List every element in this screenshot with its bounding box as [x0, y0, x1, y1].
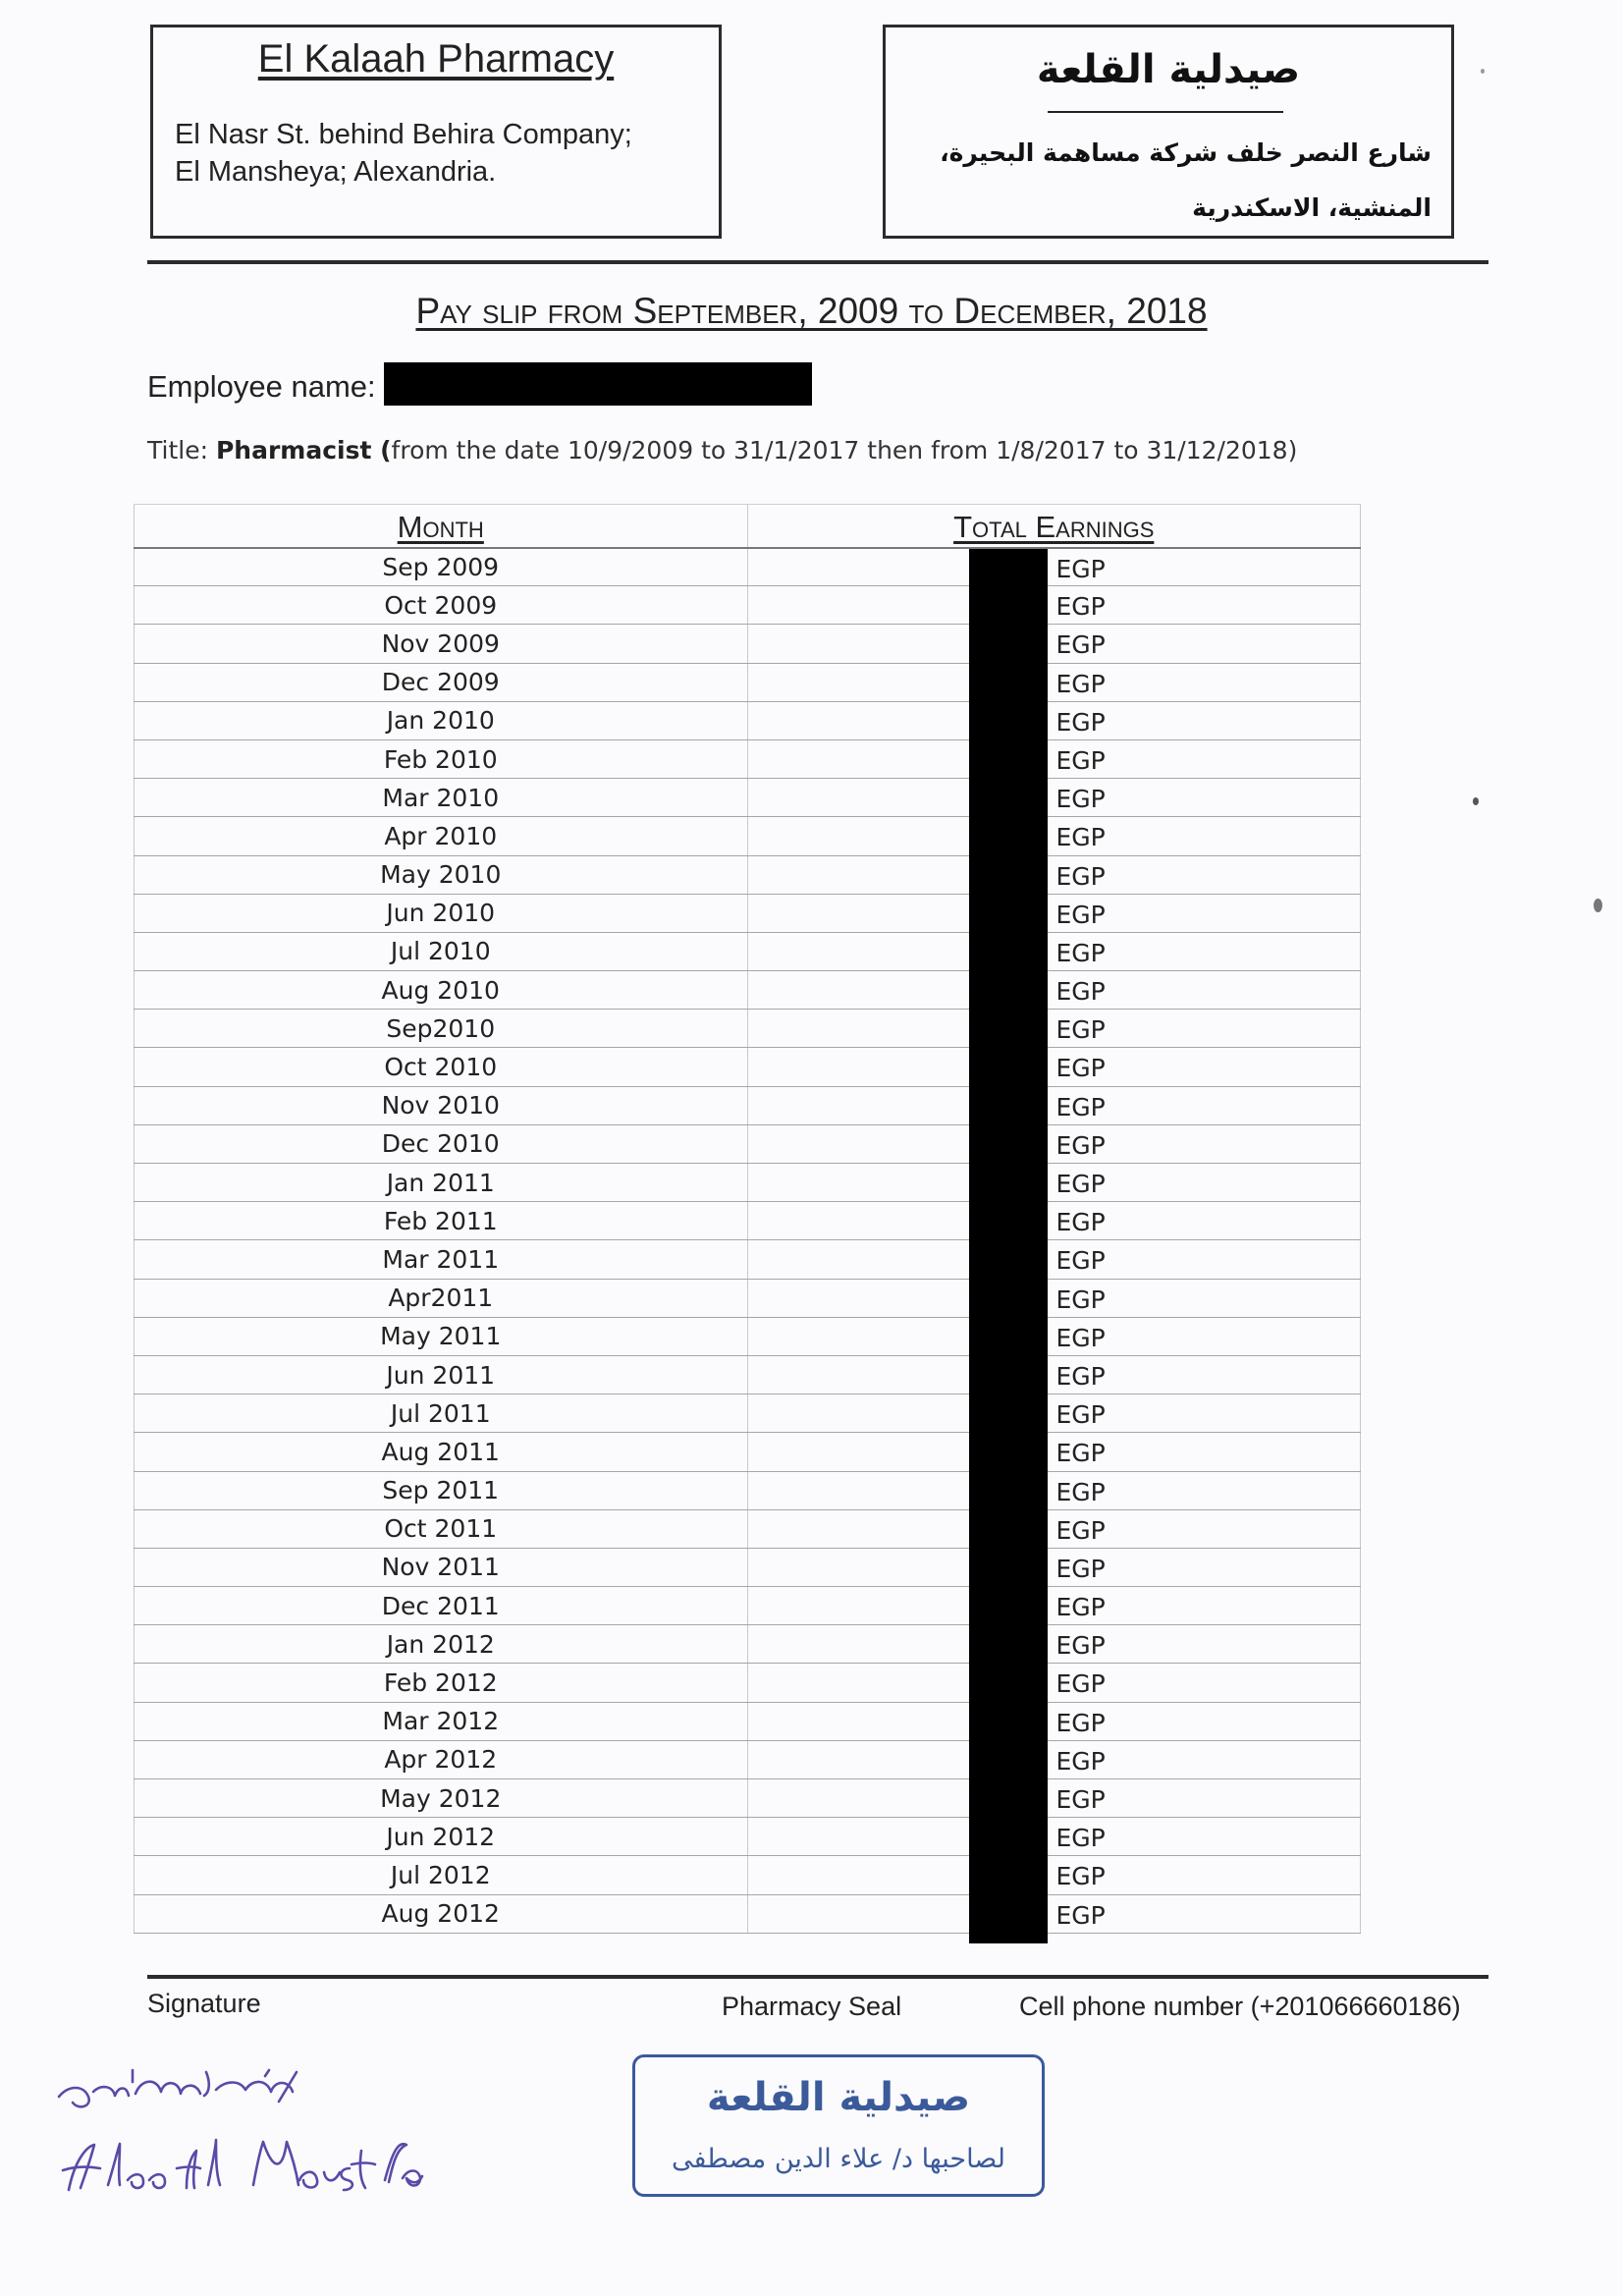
month-cell: Feb 2012 — [135, 1664, 748, 1702]
earnings-cell — [747, 663, 1361, 701]
table-row — [135, 1894, 1361, 1933]
currency-label: EGP — [1055, 745, 1106, 775]
currency-label: EGP — [1055, 554, 1106, 583]
earnings-cell — [747, 1086, 1361, 1124]
table-row — [135, 1509, 1361, 1548]
table-row — [135, 1317, 1361, 1355]
earnings-cell — [747, 1279, 1361, 1317]
earnings-cell — [747, 1240, 1361, 1279]
month-cell: Jan 2010 — [135, 701, 748, 739]
month-cell: May 2012 — [135, 1779, 748, 1818]
month-cell: Nov 2010 — [135, 1086, 748, 1124]
earnings-cell — [747, 855, 1361, 894]
month-cell: Oct 2009 — [135, 586, 748, 625]
month-cell: Dec 2009 — [135, 663, 748, 701]
currency-label: EGP — [1055, 1015, 1106, 1045]
month-cell: Apr 2010 — [135, 817, 748, 855]
currency-label: EGP — [1055, 1708, 1106, 1737]
month-cell: Aug 2011 — [135, 1433, 748, 1471]
table-row — [135, 1664, 1361, 1702]
currency-label: EGP — [1055, 1631, 1106, 1661]
earnings-cell — [747, 586, 1361, 625]
pharmacy-header-arabic — [883, 25, 1454, 239]
table-row — [135, 1202, 1361, 1240]
earnings-cell — [747, 1509, 1361, 1548]
table-row — [135, 1124, 1361, 1163]
currency-label: EGP — [1055, 977, 1106, 1007]
currency-label: EGP — [1055, 823, 1106, 852]
pharmacy-seal-label: Pharmacy Seal — [722, 1992, 902, 2021]
month-cell: Sep 2011 — [135, 1471, 748, 1509]
table-row — [135, 1740, 1361, 1778]
currency-label: EGP — [1055, 861, 1106, 891]
currency-label: EGP — [1055, 1208, 1106, 1237]
table-row — [135, 1010, 1361, 1048]
currency-label: EGP — [1055, 1054, 1106, 1083]
signature-label: Signature — [147, 1989, 261, 2018]
currency-label: EGP — [1055, 1092, 1106, 1121]
address-line-1: El Nasr St. behind Behira Company; — [175, 119, 632, 150]
month-cell: Jul 2012 — [135, 1856, 748, 1894]
table-header-row — [135, 505, 1361, 548]
table-row — [135, 1164, 1361, 1202]
earnings-cell — [747, 1317, 1361, 1355]
month-cell: Jun 2012 — [135, 1818, 748, 1856]
month-cell: Mar 2011 — [135, 1240, 748, 1279]
earnings-cell — [747, 1702, 1361, 1740]
earnings-cell — [747, 1394, 1361, 1433]
currency-label: EGP — [1055, 1593, 1106, 1622]
currency-label: EGP — [1055, 1515, 1106, 1545]
earnings-cell — [747, 1355, 1361, 1394]
month-cell: Dec 2011 — [135, 1587, 748, 1625]
job-title-line — [147, 436, 1297, 465]
month-cell: Apr 2012 — [135, 1740, 748, 1778]
seal-pharmacy-name: صيدلية القلعة — [706, 2075, 971, 2120]
month-cell: May 2011 — [135, 1317, 748, 1355]
seal-owner-name: لصاحبها د/ علاء الدين مصطفى — [672, 2144, 1005, 2174]
month-cell: Jun 2010 — [135, 894, 748, 932]
currency-label: EGP — [1055, 1824, 1106, 1853]
earnings-cell — [747, 701, 1361, 739]
address-line-2: El Mansheya; Alexandria. — [175, 156, 497, 188]
table-row — [135, 894, 1361, 932]
earnings-cell — [747, 1471, 1361, 1509]
table-row — [135, 1702, 1361, 1740]
earnings-cell — [747, 1664, 1361, 1702]
handwritten-signature — [39, 2043, 530, 2210]
currency-label: EGP — [1055, 1554, 1106, 1583]
month-cell: Apr2011 — [135, 1279, 748, 1317]
pharmacy-header-english — [150, 25, 722, 239]
employee-name-redaction — [384, 362, 812, 406]
earnings-cell — [747, 1124, 1361, 1163]
pharmacy-seal-stamp — [632, 2054, 1045, 2197]
table-row — [135, 548, 1361, 586]
month-cell: Sep 2009 — [135, 548, 748, 586]
earnings-cell — [747, 1164, 1361, 1202]
job-title-prefix: Title: — [147, 436, 216, 465]
earnings-cell — [747, 1856, 1361, 1894]
currency-label: EGP — [1055, 1439, 1106, 1468]
earnings-cell — [747, 1202, 1361, 1240]
currency-label: EGP — [1055, 1669, 1106, 1699]
earnings-cell — [747, 739, 1361, 778]
table-row — [135, 779, 1361, 817]
currency-label: EGP — [1055, 1170, 1106, 1198]
currency-label: EGP — [1055, 785, 1106, 814]
employee-name-label: Employee name: — [147, 369, 376, 404]
cell-phone-label: Cell phone number (+201066660186) — [1019, 1992, 1461, 2021]
table-row — [135, 1856, 1361, 1894]
month-cell: Nov 2011 — [135, 1548, 748, 1586]
table-row — [135, 1818, 1361, 1856]
scan-speck — [1473, 797, 1479, 805]
table-row — [135, 1779, 1361, 1818]
table-row — [135, 701, 1361, 739]
earnings-cell — [747, 1818, 1361, 1856]
currency-label: EGP — [1055, 1400, 1106, 1430]
earnings-cell — [747, 1548, 1361, 1586]
document-title: Pay slip from September, 2009 to December, 2018 — [415, 291, 1208, 331]
header-month: Month — [135, 505, 748, 548]
table-row — [135, 1433, 1361, 1471]
earnings-cell — [747, 971, 1361, 1010]
table-row — [135, 1394, 1361, 1433]
table-row — [135, 586, 1361, 625]
earnings-cell — [747, 1433, 1361, 1471]
earnings-cell — [747, 817, 1361, 855]
earnings-cell — [747, 548, 1361, 586]
month-cell: Jul 2010 — [135, 932, 748, 970]
earnings-cell — [747, 1779, 1361, 1818]
currency-label: EGP — [1055, 592, 1106, 622]
earnings-cell — [747, 1048, 1361, 1086]
currency-label: EGP — [1055, 1746, 1106, 1776]
table-row — [135, 739, 1361, 778]
month-cell: Aug 2012 — [135, 1894, 748, 1933]
currency-label: EGP — [1055, 1785, 1106, 1814]
month-cell: Feb 2011 — [135, 1202, 748, 1240]
month-cell: Dec 2010 — [135, 1124, 748, 1163]
month-cell: Jan 2012 — [135, 1625, 748, 1664]
table-row — [135, 1471, 1361, 1509]
table-row — [135, 1548, 1361, 1586]
table-row — [135, 1355, 1361, 1394]
pharmacy-address-english — [175, 116, 632, 191]
pharmacy-address-arabic: شارع النصر خلف شركة مساهمة البحيرة، المنشية، الاسكندرية — [940, 138, 1432, 222]
table-row — [135, 1240, 1361, 1279]
currency-label: EGP — [1055, 707, 1106, 737]
month-cell: Oct 2011 — [135, 1509, 748, 1548]
table-row — [135, 1048, 1361, 1086]
table-row — [135, 1279, 1361, 1317]
arabic-name-underline — [1048, 111, 1283, 113]
scan-speck — [1594, 899, 1602, 912]
currency-label: EGP — [1055, 1323, 1106, 1352]
earnings-cell — [747, 1894, 1361, 1933]
table-row — [135, 817, 1361, 855]
pharmacy-name-english: El Kalaah Pharmacy — [257, 37, 615, 81]
month-cell: Jan 2011 — [135, 1164, 748, 1202]
currency-label: EGP — [1055, 900, 1106, 929]
currency-label: EGP — [1055, 1130, 1106, 1160]
job-title-dates: from the date 10/9/2009 to 31/1/2017 then from 1/8/2017 to 31/12/2018) — [391, 436, 1298, 465]
earnings-cell — [747, 625, 1361, 663]
table-row — [135, 1587, 1361, 1625]
earnings-cell — [747, 894, 1361, 932]
earnings-cell — [747, 779, 1361, 817]
currency-label: EGP — [1055, 630, 1106, 660]
header-divider — [147, 260, 1488, 264]
currency-label: EGP — [1055, 1246, 1106, 1276]
month-cell: Jul 2011 — [135, 1394, 748, 1433]
table-row — [135, 855, 1361, 894]
header-total-earnings: Total Earnings — [747, 505, 1361, 548]
earnings-redaction — [969, 549, 1048, 1943]
month-cell: May 2010 — [135, 855, 748, 894]
currency-label: EGP — [1055, 1862, 1106, 1891]
earnings-cell — [747, 932, 1361, 970]
month-cell: Jun 2011 — [135, 1355, 748, 1394]
currency-label: EGP — [1055, 1361, 1106, 1391]
month-cell: Sep2010 — [135, 1010, 748, 1048]
currency-label: EGP — [1055, 669, 1106, 698]
table-row — [135, 1086, 1361, 1124]
month-cell: Aug 2010 — [135, 971, 748, 1010]
job-title-role: Pharmacist ( — [215, 436, 392, 465]
currency-label: EGP — [1055, 1285, 1106, 1314]
month-cell: Mar 2012 — [135, 1702, 748, 1740]
pharmacy-name-arabic: صيدلية القلعة — [1036, 47, 1301, 92]
month-cell: Mar 2010 — [135, 779, 748, 817]
scan-speck — [1481, 69, 1485, 74]
table-row — [135, 971, 1361, 1010]
footer-divider — [147, 1975, 1488, 1979]
month-cell: Nov 2009 — [135, 625, 748, 663]
month-cell: Oct 2010 — [135, 1048, 748, 1086]
currency-label: EGP — [1055, 1477, 1106, 1506]
table-row — [135, 625, 1361, 663]
earnings-cell — [747, 1625, 1361, 1664]
month-cell: Feb 2010 — [135, 739, 748, 778]
earnings-cell — [747, 1740, 1361, 1778]
pay-table — [134, 504, 1361, 1934]
earnings-cell — [747, 1010, 1361, 1048]
earnings-cell — [747, 1587, 1361, 1625]
table-row — [135, 932, 1361, 970]
currency-label: EGP — [1055, 1900, 1106, 1930]
currency-label: EGP — [1055, 938, 1106, 967]
pay-table-body — [135, 548, 1361, 1934]
table-row — [135, 1625, 1361, 1664]
table-row — [135, 663, 1361, 701]
